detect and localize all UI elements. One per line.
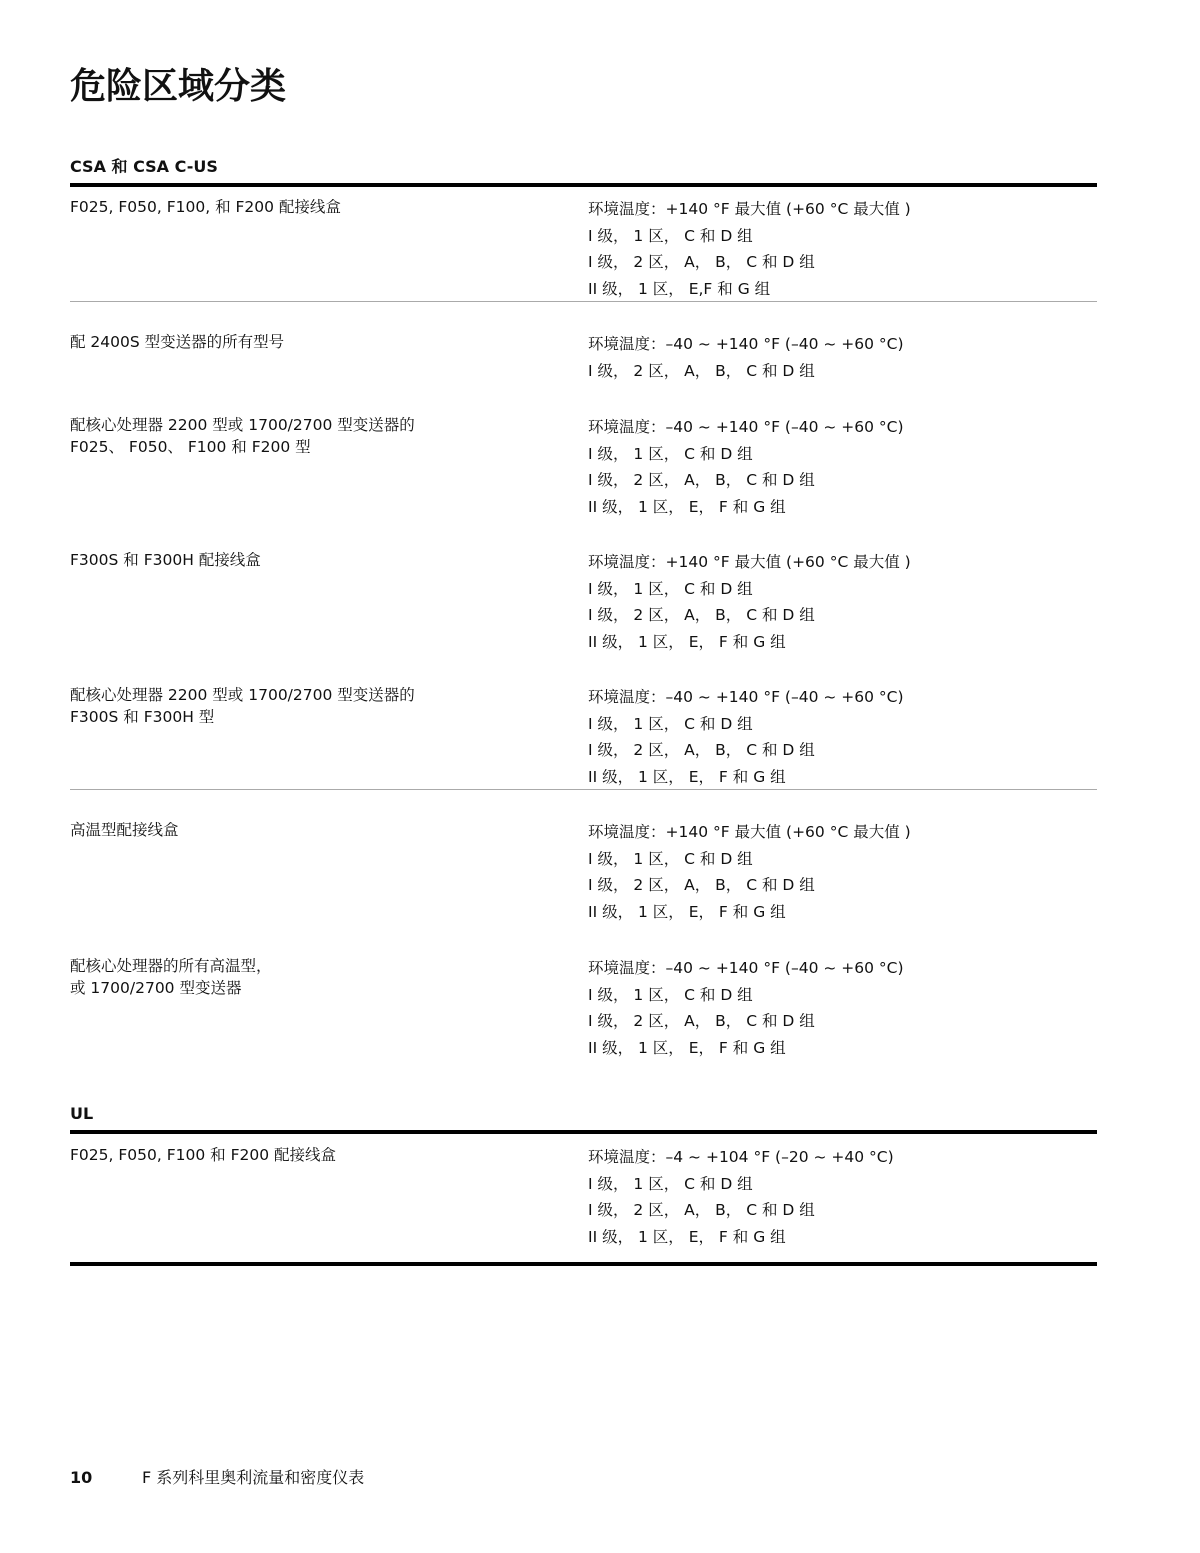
entry-product bbox=[70, 1144, 540, 1166]
class-line: II 级， 1 区， E， F 和 G 组 bbox=[588, 632, 786, 651]
section-rule bbox=[70, 183, 1097, 187]
class-line: I 级， 2 区， A， B， C 和 D 组 bbox=[588, 471, 815, 490]
entry-classification bbox=[588, 955, 1088, 1061]
ambient-temperature: 环境温度：–4 ~ +104 °F (–20 ~ +40 °C) bbox=[588, 1148, 894, 1166]
class-line: I 级， 2 区， A， B， C 和 D 组 bbox=[588, 606, 815, 625]
ambient-temperature: 环境温度：–40 ~ +140 °F (–40 ~ +60 °C) bbox=[588, 959, 904, 977]
entry-product bbox=[70, 549, 540, 571]
ambient-temperature: 环境温度：–40 ~ +140 °F (–40 ~ +60 °C) bbox=[588, 335, 904, 353]
class-line: II 级， 1 区， E， F 和 G 组 bbox=[588, 767, 786, 786]
class-line: I 级， 2 区， A， B， C 和 D 组 bbox=[588, 741, 815, 760]
class-line: I 级， 1 区， C 和 D 组 bbox=[588, 714, 753, 733]
product-line: F300S 和 F300H 型 bbox=[70, 708, 215, 726]
class-line: I 级， 1 区， C 和 D 组 bbox=[588, 1174, 753, 1193]
entry-classification bbox=[588, 1144, 1088, 1250]
entry-classification bbox=[588, 196, 1088, 302]
class-line: I 级， 2 区， A， B， C 和 D 组 bbox=[588, 361, 815, 380]
class-line: I 级， 1 区， C 和 D 组 bbox=[588, 849, 753, 868]
ambient-temperature: 环境温度：+140 °F 最大值 (+60 °C 最大值 ) bbox=[588, 823, 911, 841]
product-line: 高温型配接线盒 bbox=[70, 821, 179, 839]
class-line: II 级， 1 区， E， F 和 G 组 bbox=[588, 1038, 786, 1057]
section-ul bbox=[70, 1104, 1097, 1134]
product-line: F025、 F050、 F100 和 F200 型 bbox=[70, 438, 311, 456]
class-line: II 级， 1 区， E， F 和 G 组 bbox=[588, 497, 786, 516]
class-line: I 级， 1 区， C 和 D 组 bbox=[588, 226, 753, 245]
product-line: 或 1700/2700 型变送器 bbox=[70, 979, 242, 997]
entry-product bbox=[70, 819, 540, 841]
row-divider bbox=[70, 789, 1097, 790]
ambient-temperature: 环境温度：–40 ~ +140 °F (–40 ~ +60 °C) bbox=[588, 688, 904, 706]
class-line: I 级， 2 区， A， B， C 和 D 组 bbox=[588, 253, 815, 272]
product-line: 配核心处理器的所有高温型， bbox=[70, 957, 272, 975]
entry-classification bbox=[588, 819, 1088, 925]
entry-classification bbox=[588, 331, 1088, 384]
class-line: I 级， 2 区， A， B， C 和 D 组 bbox=[588, 876, 815, 895]
table-end-rule bbox=[70, 1262, 1097, 1266]
section-heading-ul: UL bbox=[70, 1104, 94, 1123]
product-line: 配核心处理器 2200 型或 1700/2700 型变送器的 bbox=[70, 416, 415, 434]
class-line: I 级， 2 区， A， B， C 和 D 组 bbox=[588, 1012, 815, 1031]
class-line: I 级， 1 区， C 和 D 组 bbox=[588, 985, 753, 1004]
ambient-temperature: 环境温度：–40 ~ +140 °F (–40 ~ +60 °C) bbox=[588, 418, 904, 436]
product-line: F025, F050, F100 和 F200 配接线盒 bbox=[70, 1146, 336, 1164]
product-line: F025, F050, F100, 和 F200 配接线盒 bbox=[70, 198, 341, 216]
class-line: I 级， 1 区， C 和 D 组 bbox=[588, 579, 753, 598]
section-heading-csa: CSA 和 CSA C-US bbox=[70, 157, 218, 176]
page-footer bbox=[70, 1466, 364, 1490]
page-number: 10 bbox=[70, 1468, 93, 1487]
class-line: II 级， 1 区， E， F 和 G 组 bbox=[588, 1227, 786, 1246]
class-line: I 级， 2 区， A， B， C 和 D 组 bbox=[588, 1201, 815, 1220]
entry-product bbox=[70, 414, 540, 458]
class-line: II 级， 1 区， E,F 和 G 组 bbox=[588, 279, 771, 298]
entry-product bbox=[70, 684, 540, 728]
class-line: II 级， 1 区， E， F 和 G 组 bbox=[588, 902, 786, 921]
page-title: 危险区域分类 bbox=[70, 66, 287, 107]
ambient-temperature: 环境温度：+140 °F 最大值 (+60 °C 最大值 ) bbox=[588, 553, 911, 571]
section-csa bbox=[70, 157, 1097, 187]
entry-product bbox=[70, 331, 540, 353]
product-line: F300S 和 F300H 配接线盒 bbox=[70, 551, 261, 569]
entry-product bbox=[70, 955, 540, 999]
ambient-temperature: 环境温度：+140 °F 最大值 (+60 °C 最大值 ) bbox=[588, 200, 911, 218]
entry-classification bbox=[588, 549, 1088, 655]
entry-product bbox=[70, 196, 540, 218]
row-divider bbox=[70, 301, 1097, 302]
document-title: F 系列科里奥利流量和密度仪表 bbox=[142, 1468, 365, 1487]
section-rule bbox=[70, 1130, 1097, 1134]
product-line: 配 2400S 型变送器的所有型号 bbox=[70, 333, 285, 351]
entry-classification bbox=[588, 684, 1088, 790]
class-line: I 级， 1 区， C 和 D 组 bbox=[588, 444, 753, 463]
entry-classification bbox=[588, 414, 1088, 520]
product-line: 配核心处理器 2200 型或 1700/2700 型变送器的 bbox=[70, 686, 415, 704]
